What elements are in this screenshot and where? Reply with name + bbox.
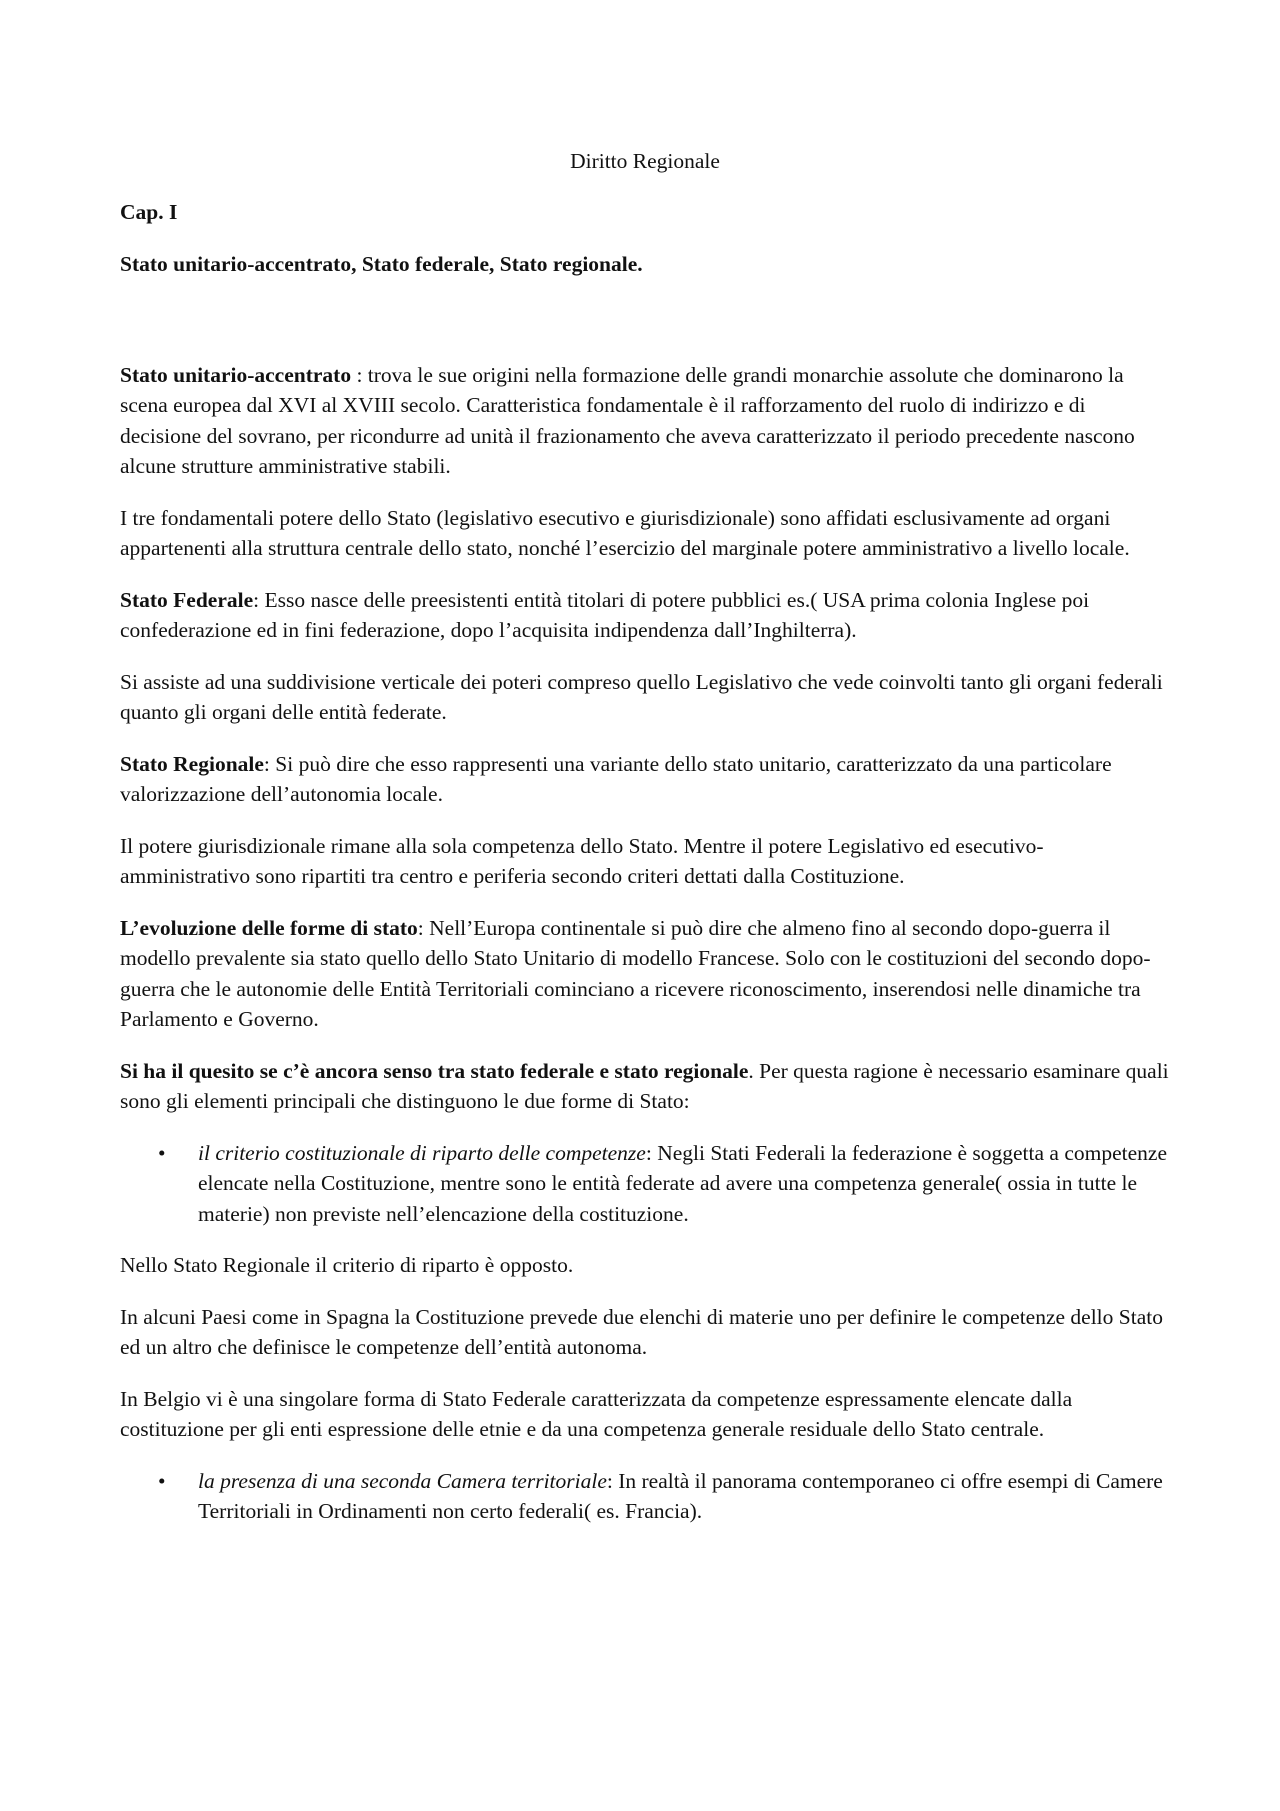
paragraph — [120, 1384, 1170, 1445]
bullet-term: il criterio costituzionale di riparto delle competenze — [198, 1140, 646, 1165]
bullet-icon: • — [158, 1468, 166, 1493]
paragraph — [120, 831, 1170, 892]
paragraph-stato-unitario — [120, 360, 1170, 482]
chapter-heading: Cap. I — [120, 199, 178, 224]
paragraph-text: : trova le sue origini nella formazione delle grandi monarchie assolute che dominarono la scena europea dal XVI al XVIII secolo. Caratteristica fondamentale è il rafforzamento del ruolo di indirizzo e di decisione del sovrano, per ricondurre ad unità il frazionamento che aveva caratterizzato il periodo precedente nascono alcune strutture amministrative stabili. — [120, 362, 1135, 478]
paragraph-stato-federale — [120, 585, 1170, 646]
paragraph — [120, 1250, 1170, 1281]
paragraph — [120, 503, 1170, 564]
bullet-text: : Negli Stati Federali la federazione è soggetta a competenze elencate nella Costituzione, mentre sono le entità federate ad avere una competenza generale( ossia in tutte le materie) non previste nell’elencazione della costituzione. — [198, 1140, 1168, 1226]
paragraph-text: : Esso nasce delle preesistenti entità titolari di potere pubblici es.( USA prima colonia Inglese poi confederazione ed in fini federazione, dopo l’acquisita indipendenza dall’Inghilterra). — [120, 587, 1090, 642]
paragraph-text: In Belgio vi è una singolare forma di Stato Federale caratterizzata da competenze espressamente elencate dalla costituzione per gli enti espressione delle etnie e da una competenza generale residuale dello Stato centrale. — [120, 1386, 1073, 1441]
paragraph-text: Il potere giurisdizionale rimane alla sola competenza dello Stato. Mentre il potere Legislativo ed esecutivo-amministrativo sono ripartiti tra centro e periferia secondo criteri dettati dalla Costituzione. — [120, 833, 1044, 888]
bullet-term: la presenza di una seconda Camera territoriale — [198, 1468, 607, 1493]
paragraph-term: Stato Federale — [120, 587, 254, 612]
chapter-subtitle: Stato unitario-accentrato, Stato federale, Stato regionale. — [120, 252, 643, 276]
paragraph — [120, 667, 1170, 728]
paragraph-evoluzione — [120, 913, 1170, 1035]
paragraph-text: Nello Stato Regionale il criterio di riparto è opposto. — [120, 1253, 574, 1277]
paragraph-text: : Nell’Europa continentale si può dire che almeno fino al secondo dopo-guerra il modello prevalente sia stato quello dello Stato Unitario di modello Francese. Solo con le costituzioni del secondo dopo-guerra che le autonomie delle Entità Territoriali cominciano a ricevere riconoscimento, inserendosi nelle dinamiche tra Parlamento e Governo. — [120, 915, 1151, 1031]
bullet-text: : In realtà il panorama contemporaneo ci offre esempi di Camere Territoriali in Ordinamenti non certo federali( es. Francia). — [198, 1468, 1163, 1523]
paragraph-text: In alcuni Paesi come in Spagna la Costituzione prevede due elenchi di materie uno per definire le competenze dello Stato ed un altro che definisce le competenze dell’entità autonoma. — [120, 1304, 1163, 1359]
paragraph-term: Stato Regionale — [120, 751, 264, 776]
paragraph-term: Si ha il quesito se c’è ancora senso tra stato federale e stato regionale — [120, 1058, 749, 1083]
paragraph-quesito — [120, 1056, 1170, 1117]
paragraph-text: I tre fondamentali potere dello Stato (legislativo esecutivo e giurisdizionale) sono affidati esclusivamente ad organi appartenenti alla struttura centrale dello stato, nonché l’esercizio del marginale potere amministrativo a livello locale. — [120, 505, 1130, 560]
paragraph-text: . Per questa ragione è necessario esaminare quali sono gli elementi principali che distinguono le due forme di Stato: — [120, 1058, 1169, 1113]
paragraph-text: : Si può dire che esso rappresenti una variante dello stato unitario, caratterizzato da una particolare valorizzazione dell’autonomia locale. — [120, 751, 1112, 806]
paragraph-stato-regionale — [120, 749, 1170, 810]
document-body — [120, 146, 1170, 1548]
paragraph — [120, 1302, 1170, 1363]
bullet-item-criterio — [120, 1138, 1170, 1230]
paragraph-term: Stato unitario-accentrato — [120, 362, 352, 387]
paragraph-text: Si assiste ad una suddivisione verticale dei poteri compreso quello Legislativo che vede coinvolti tanto gli organi federali quanto gli organi delle entità federate. — [120, 669, 1163, 724]
paragraph-term: L’evoluzione delle forme di stato — [120, 915, 418, 940]
bullet-item-seconda-camera — [120, 1466, 1170, 1527]
document-title: Diritto Regionale — [570, 149, 720, 173]
bullet-icon: • — [158, 1140, 166, 1165]
